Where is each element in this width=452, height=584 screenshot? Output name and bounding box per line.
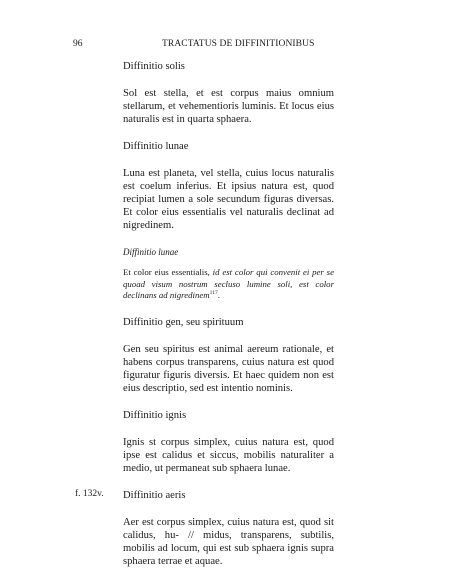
footnote-reference: 117	[209, 290, 218, 297]
note-plain-text: Et color eius essentialis,	[123, 267, 213, 277]
section-heading-gen: Diffinitio gen, seu spirituum	[123, 316, 244, 328]
section-heading-solis: Diffinitio solis	[123, 61, 185, 72]
running-head: TRACTATUS DE DIFFINITIONIBUS	[162, 39, 315, 49]
note-italic-text: id est color qui convenit ei per se quoad visum nostrum secluso lumine soli, est color declinans ad nigredinem	[123, 267, 334, 300]
folio-marginal-note: f. 132v.	[75, 489, 104, 499]
section-heading-ignis: Diffinitio ignis	[123, 409, 187, 421]
note-end-text: .	[217, 290, 220, 300]
page-number: 96	[73, 39, 83, 49]
section-heading-aeris: Diffinitio aeris	[123, 489, 186, 501]
note-text-lunae	[123, 267, 334, 302]
section-text-solis: Sol est stella, et est corpus maius omnium stellarum, et vehementioris luminis. Et locus eius naturalis est in quarta sphaera.	[123, 88, 334, 125]
section-heading-lunae: Diffinitio lunae	[123, 141, 189, 152]
page-content	[123, 60, 334, 582]
section-text-aeris: Aer est corpus simplex, cuius natura est, quod sit calidus, hu- // midus, transparens, subtilis, mobilis ad locum, qui est sub sphaera ignis supra sphaera terrae et aquae.	[123, 516, 334, 567]
section-text-ignis: Ignis st corpus simplex, cuius natura est, quod ipse est calidus et siccus, mobilis naturaliter a medio, ut permaneat sub sphaera lunae.	[123, 436, 334, 474]
section-text-gen: Gen seu spiritus est animal aereum rationale, et habens corpus transparens, cuius natura est quod figuratur figuris diversis. Et haec quidem non est eius descriptio, sed est intentio nominis.	[123, 343, 334, 394]
note-heading-lunae: Diffinitio lunae	[123, 247, 179, 257]
section-text-lunae: Luna est planeta, vel stella, cuius locus naturalis est coelum inferius. Et ipsius natura est, quod recipiat lumen a sole secundum figuras diversas. Et color eius essentialis vel naturalis declinat ad nigredinem.	[123, 168, 334, 231]
